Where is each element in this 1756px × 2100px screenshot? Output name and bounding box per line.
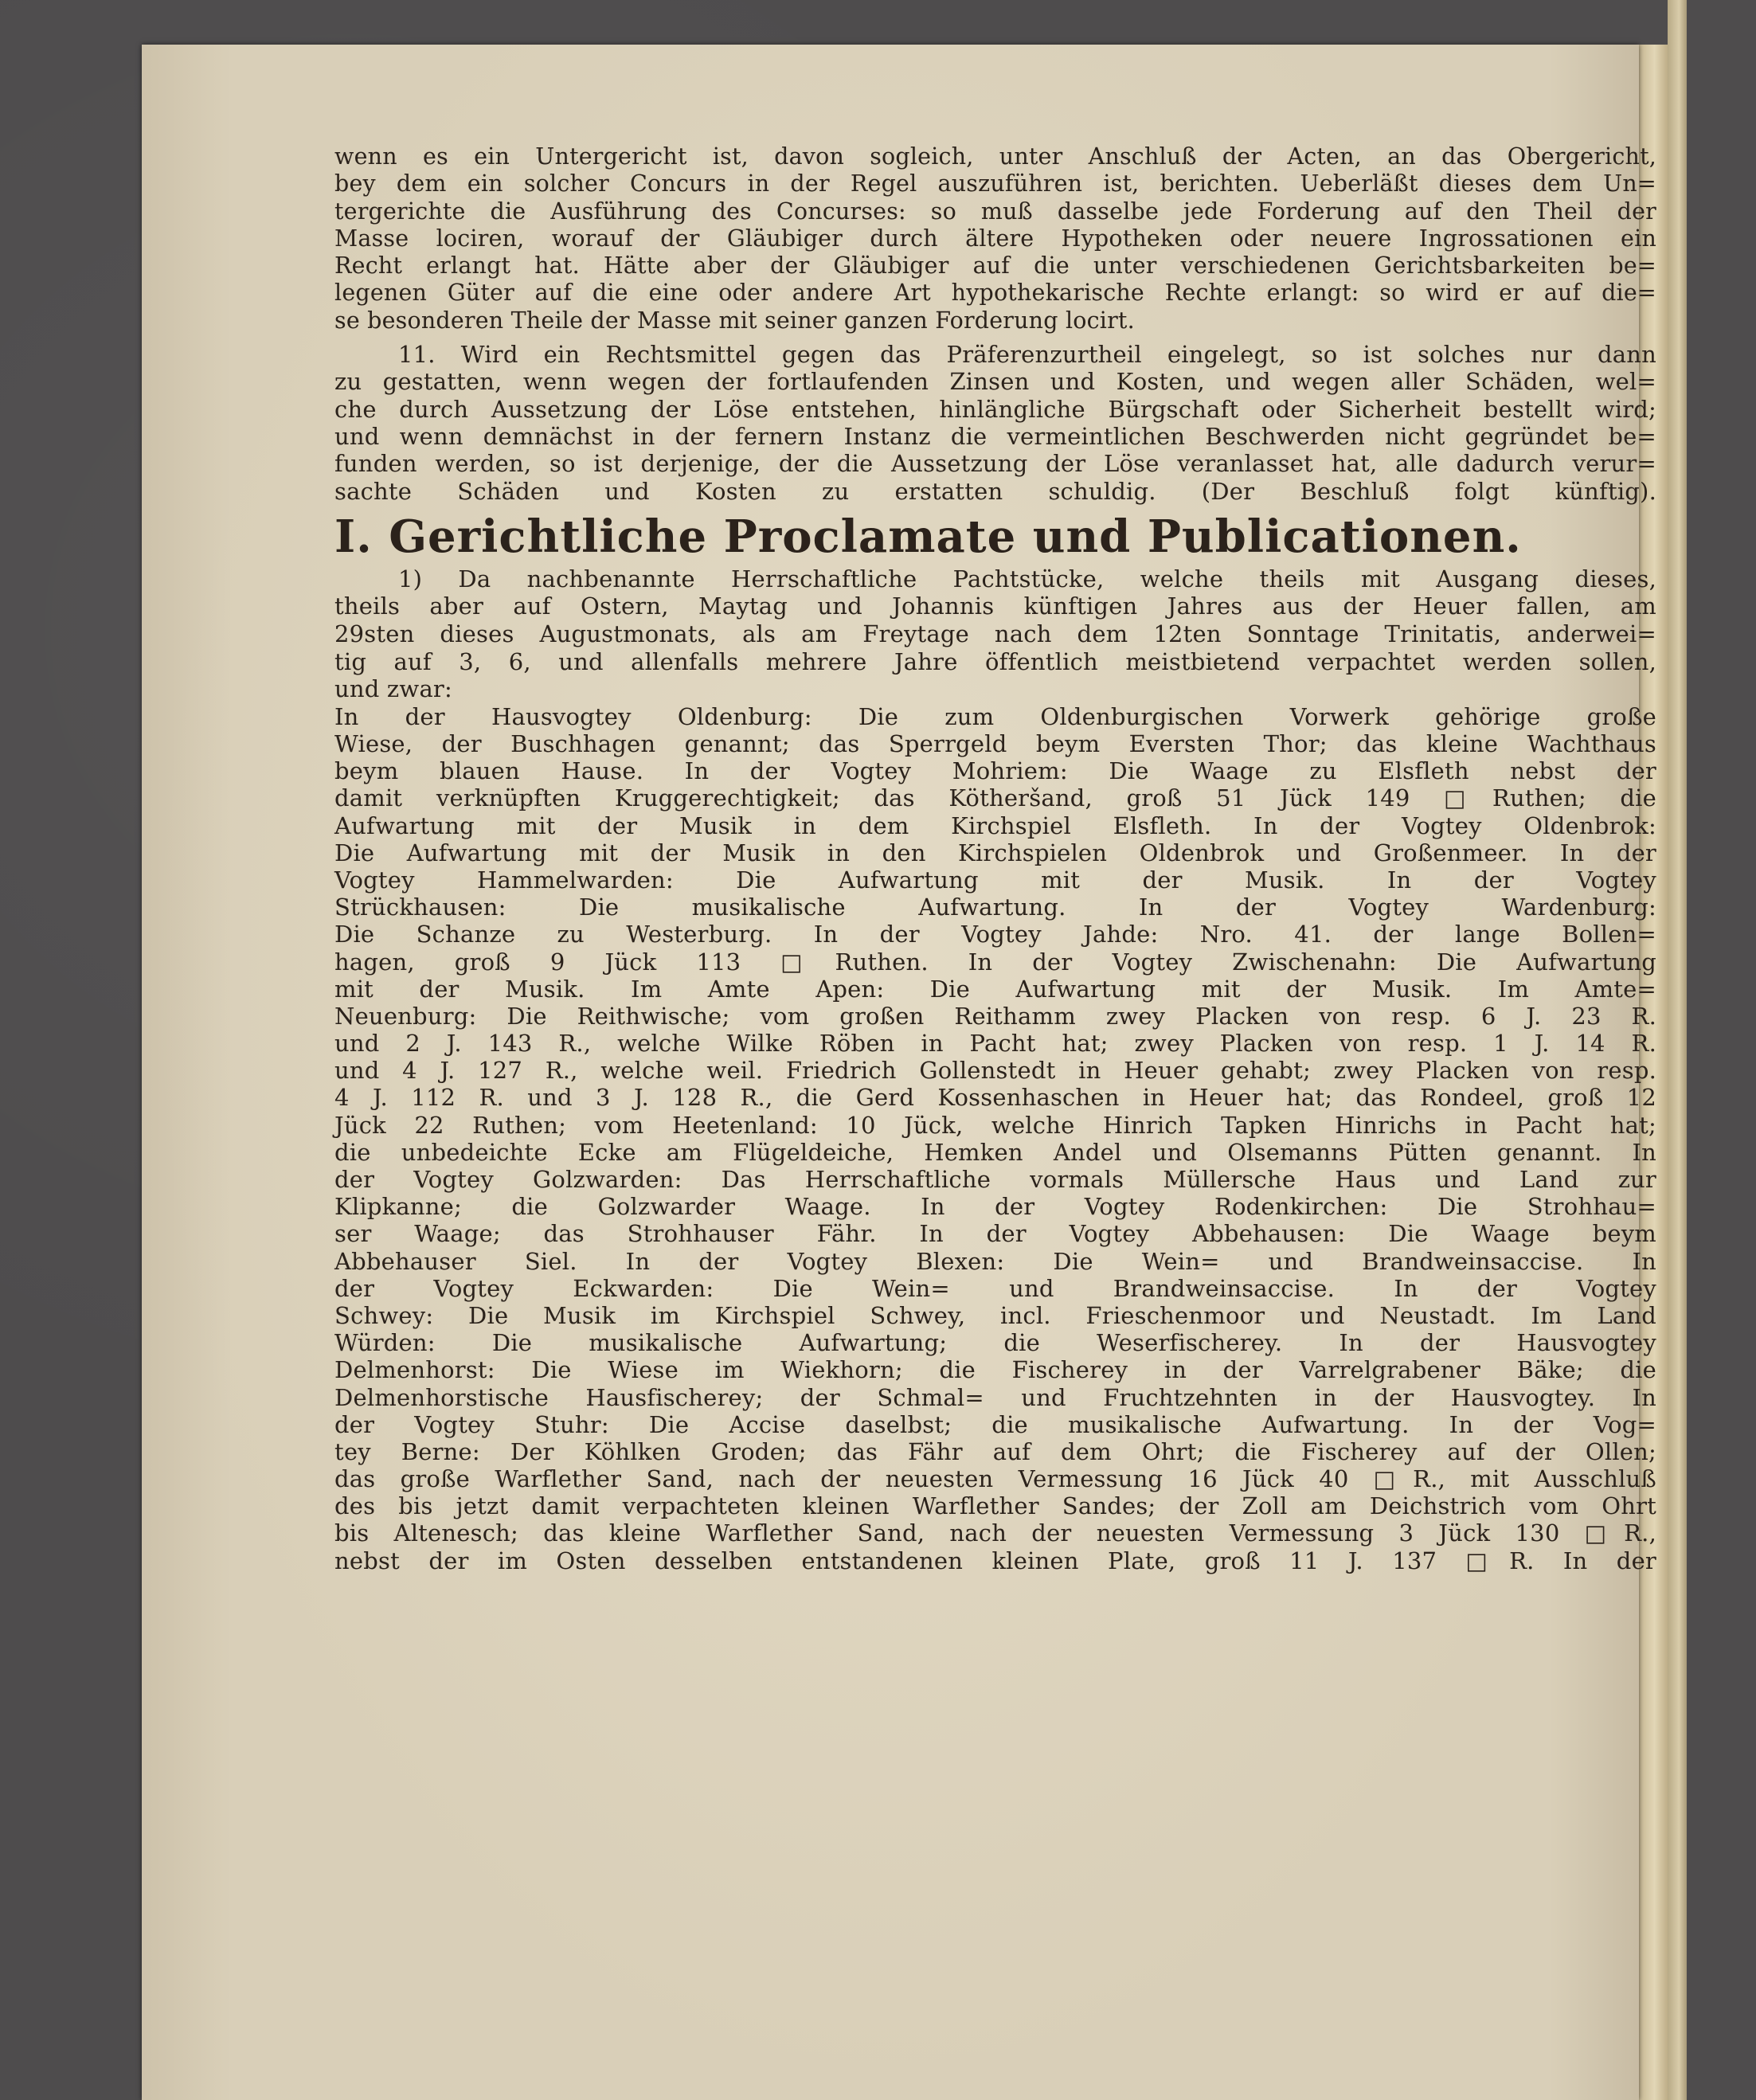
text-line: Die Schanze zu Westerburg. In der Vogtey Jahde: Nro. 41. der lange Bollen= — [334, 921, 1656, 948]
text-line: 1) Da nachbenannte Herrschaftliche Pachtstücke, welche theils mit Ausgang dieses, — [398, 565, 1656, 592]
text-line: In der Hausvogtey Oldenburg: Die zum Oldenburgischen Vorwerk gehörige große — [334, 702, 1656, 730]
text-line: Die Aufwartung mit der Musik in den Kirchspielen Oldenbrok und Großenmeer. In der — [334, 839, 1656, 866]
text-line: theils aber auf Ostern, Maytag und Johannis künftigen Jahres aus der Heuer fallen, am — [334, 592, 1656, 620]
paragraph-4 — [334, 703, 1656, 1574]
text-line: die unbedeichte Ecke am Flügeldeiche, Hemken Andel und Olsemanns Pütten genannt. In — [334, 1138, 1656, 1166]
text-line: Schwey: Die Musik im Kirchspiel Schwey, incl. Frieschenmoor und Neustadt. Im Land — [334, 1301, 1656, 1329]
text-line: und wenn demnächst in der fernern Instanz die vermeintlichen Beschwerden nicht gegründet be= — [334, 422, 1656, 450]
text-line: tergerichte die Ausführung des Concurses: so muß dasselbe jede Forderung auf den Theil der — [334, 197, 1656, 225]
text-line: funden werden, so ist derjenige, der die Aussetzung der Löse veranlasset hat, alle dadurch verur= — [334, 450, 1656, 478]
text-line: Wiese, der Buschhagen genannt; das Sperrgeld beym Eversten Thor; das kleine Wachthaus — [334, 730, 1656, 758]
text-line: beym blauen Hause. In der Vogtey Mohriem: Die Waage zu Elsfleth nebst der — [334, 757, 1656, 785]
text-line: tey Berne: Der Köhlken Groden; das Fähr auf dem Ohrt; die Fischerey auf der Ollen; — [334, 1437, 1656, 1465]
page-text — [334, 143, 1656, 1574]
page-edge-back — [1668, 0, 1687, 2100]
text-line: Vogtey Hammelwarden: Die Aufwartung mit der Musik. In der Vogtey — [334, 866, 1656, 894]
text-line: zu gestatten, wenn wegen der fortlaufenden Zinsen und Kosten, und wegen aller Schäden, wel= — [334, 368, 1656, 396]
text-line: das große Warflether Sand, nach der neuesten Vermessung 16 Jück 40 □R., mit Ausschluß — [334, 1465, 1656, 1493]
text-line: ser Waage; das Strohhauser Fähr. In der Vogtey Abbehausen: Die Waage beym — [334, 1220, 1656, 1248]
text-line: che durch Aussetzung der Löse entstehen, hinlängliche Bürgschaft oder Sicherheit bestellt wird; — [334, 395, 1656, 423]
text-line: der Vogtey Stuhr: Die Accise daselbst; die musikalische Aufwartung. In der Vog= — [334, 1410, 1656, 1438]
text-line: legenen Güter auf die eine oder andere Art hypothekarische Rechte erlangt: so wird er auf die= — [334, 280, 1656, 307]
text-line: Abbehauser Siel. In der Vogtey Blexen: Die Wein= und Brandweinsaccise. In — [334, 1247, 1656, 1275]
text-line: Strückhausen: Die musikalische Aufwartung. In der Vogtey Wardenburg: — [334, 894, 1656, 921]
text-line: 4 J. 112 R. und 3 J. 128 R., die Gerd Kossenhaschen in Heuer hat; das Rondeel, groß 12 — [334, 1084, 1656, 1112]
text-line: Neuenburg: Die Reithwische; vom großen Reithamm zwey Placken von resp. 6 J. 23 R. — [334, 1002, 1656, 1030]
text-line: Klipkanne; die Golzwarder Waage. In der Vogtey Rodenkirchen: Die Strohhau= — [334, 1193, 1656, 1221]
text-line: Würden: Die musikalische Aufwartung; die Weserfischerey. In der Hausvogtey — [334, 1329, 1656, 1357]
text-line: und 2 J. 143 R., welche Wilke Röben in Pacht hat; zwey Placken von resp. 1 J. 14 R. — [334, 1030, 1656, 1058]
text-line: Delmenhorst: Die Wiese im Wiekhorn; die Fischerey in der Varrelgrabener Bäke; die — [334, 1356, 1656, 1384]
text-line: Jück 22 Ruthen; vom Heetenland: 10 Jück, welche Hinrich Tapken Hinrichs in Pacht hat; — [334, 1111, 1656, 1139]
paragraph-2 — [334, 341, 1656, 505]
text-line: Masse lociren, worauf der Gläubiger durch ältere Hypotheken oder neuere Ingrossationen ein — [334, 225, 1656, 252]
text-line: Delmenhorstische Hausfischerey; der Schmal= und Fruchtzehnten in der Hausvogtey. In — [334, 1383, 1656, 1411]
text-line: der Vogtey Golzwarden: Das Herrschaftliche vormals Müllersche Haus und Land zur — [334, 1166, 1656, 1194]
text-line: der Vogtey Eckwarden: Die Wein= und Brandweinsaccise. In der Vogtey — [334, 1274, 1656, 1302]
text-line: 11. Wird ein Rechtsmittel gegen das Präferenzurtheil eingelegt, so ist solches nur dann — [398, 341, 1656, 369]
text-line: mit der Musik. Im Amte Apen: Die Aufwartung mit der Musik. Im Amte= — [334, 975, 1656, 1003]
text-line: damit verknüpften Kruggerechtigkeit; das Kötheršand, groß 51 Jück 149 □Ruthen; die — [334, 784, 1656, 812]
text-line: wenn es ein Untergericht ist, davon sogleich, unter Anschluß der Acten, an das Obergericht, — [334, 143, 1656, 170]
text-line: nebst der im Osten desselben entstandenen kleinen Plate, groß 11 J. 137 □R. In der — [334, 1547, 1656, 1574]
text-line: Recht erlangt hat. Hätte aber der Gläubiger auf die unter verschiedenen Gerichtsbarkeiten be= — [334, 252, 1656, 280]
text-line: Aufwartung mit der Musik in dem Kirchspiel Elsfleth. In der Vogtey Oldenbrok: — [334, 811, 1656, 839]
text-line: tig auf 3, 6, und allenfalls mehrere Jahre öffentlich meistbietend verpachtet werden sollen, — [334, 647, 1656, 675]
text-line: und zwar: — [334, 675, 452, 703]
paragraph-1 — [334, 143, 1656, 334]
text-line: sachte Schäden und Kosten zu erstatten schuldig. (Der Beschluß folgt künftig). — [334, 477, 1656, 505]
text-line: se besonderen Theile der Masse mit seiner ganzen Forderung locirt. — [334, 307, 1135, 334]
text-line: und 4 J. 127 R., welche weil. Friedrich Gollenstedt in Heuer gehabt; zwey Placken von resp. — [334, 1057, 1656, 1085]
text-line: 29sten dieses Augustmonats, als am Freytage nach dem 12ten Sonntage Trinitatis, anderwei= — [334, 620, 1656, 648]
paragraph-3 — [334, 565, 1656, 703]
text-line: bey dem ein solcher Concurs in der Regel auszuführen ist, berichten. Ueberläßt dieses dem Un= — [334, 170, 1656, 197]
text-line: hagen, groß 9 Jück 113 □Ruthen. In der Vogtey Zwischenahn: Die Aufwartung — [334, 948, 1656, 976]
section-heading: I. Gerichtliche Proclamate und Publicationen. — [334, 510, 1522, 563]
text-line: des bis jetzt damit verpachteten kleinen Warflether Sandes; der Zoll am Deichstrich vom Ohrt — [334, 1492, 1656, 1520]
text-line: bis Altenesch; das kleine Warflether Sand, nach der neuesten Vermessung 3 Jück 130 □R., — [334, 1519, 1656, 1547]
